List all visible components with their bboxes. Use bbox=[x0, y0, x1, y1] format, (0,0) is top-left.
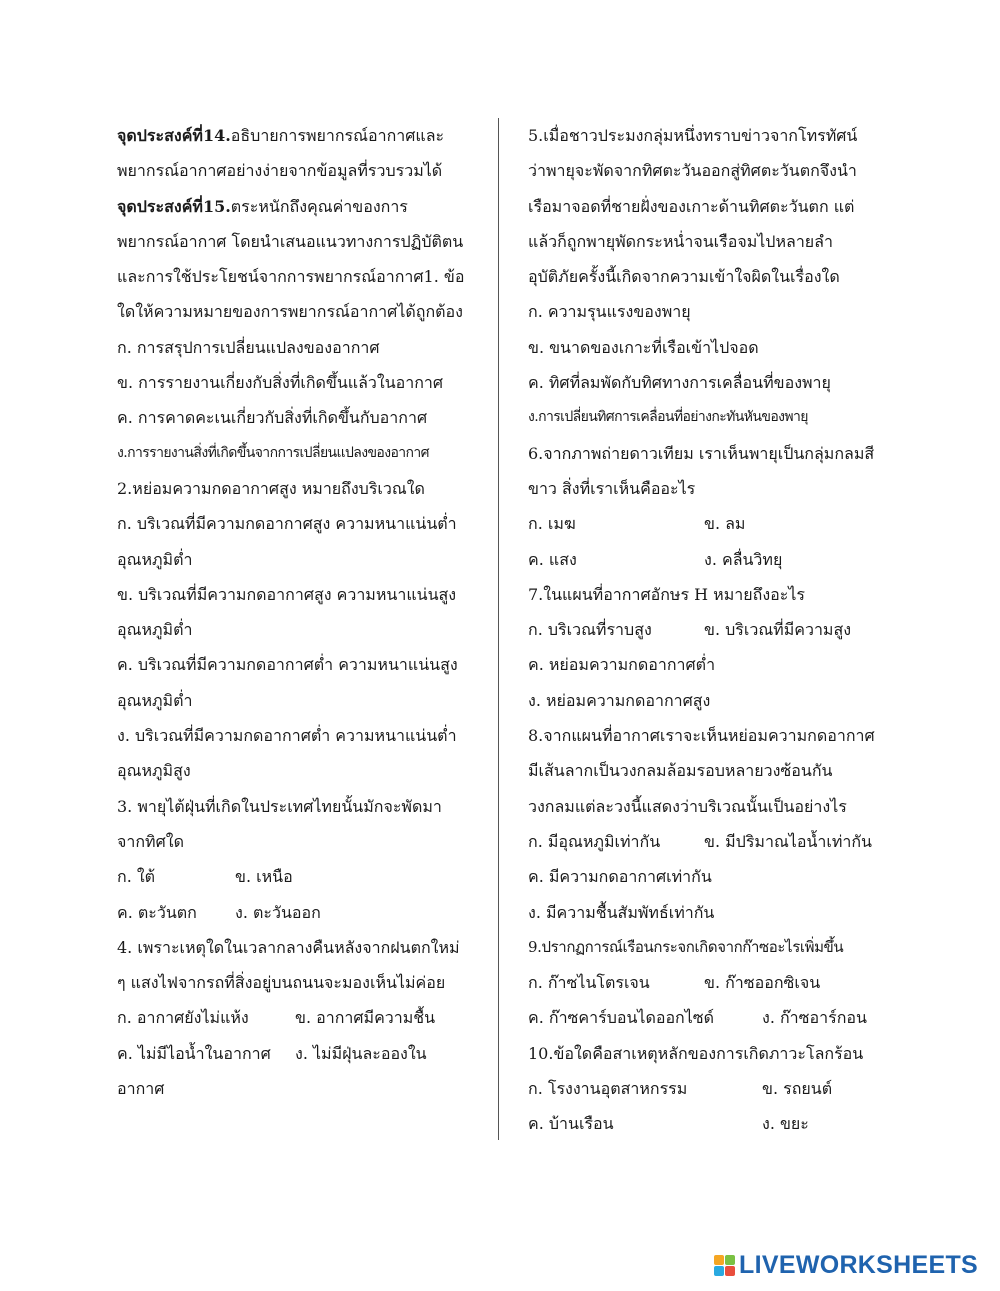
question-6-line2: ขาว สิ่งที่เราเห็นคืออะไร bbox=[528, 478, 696, 498]
question-6: 6.จากภาพถ่ายดาวเทียม เราเห็นพายุเป็นกลุ่มกลมสี bbox=[528, 443, 875, 463]
question-3-cont: จากทิศใด bbox=[117, 831, 184, 851]
q5-option-a: ก. ความรุนแรงของพายุ bbox=[528, 302, 691, 322]
question-2: 2.หย่อมความกดอากาศสูง หมายถึงบริเวณใด bbox=[117, 478, 425, 498]
q6-option-c: ค. แสง bbox=[528, 549, 577, 569]
question-8-line3: วงกลมแต่ละวงนี้แสดงว่าบริเวณนั้นเป็นอย่างไร bbox=[528, 796, 847, 816]
q9-option-d: ง. ก๊าซอาร์กอน bbox=[762, 1008, 867, 1028]
q5-option-c: ค. ทิศที่ลมพัดกับทิศทางการเคลื่อนที่ของพายุ bbox=[528, 373, 831, 393]
question-3: 3. พายุไต้ฝุ่นที่เกิดในประเทศไทยนั้นมักจะพัดมา bbox=[117, 796, 442, 816]
q10-options-row1 bbox=[528, 1071, 908, 1106]
objective-14 bbox=[117, 118, 477, 153]
question-4-cont: ๆ แสงไฟจากรถที่สิ่งอยู่บนถนนจะมองเห็นไม่ค่อย bbox=[117, 973, 446, 993]
q8-option-b: ข. มีปริมาณไอน้ำเท่ากัน bbox=[704, 831, 872, 851]
objective-14-label: จุดประสงค์ที่14. bbox=[117, 126, 231, 145]
left-column bbox=[117, 118, 477, 1106]
question-8: 8.จากแผนที่อากาศเราจะเห็นหย่อมความกดอากาศ bbox=[528, 726, 875, 746]
q3-option-a: ก. ใต้ bbox=[117, 867, 156, 887]
liveworksheets-logo-icon bbox=[714, 1255, 735, 1276]
q4-option-a: ก. อากาศยังไม่แห้ง bbox=[117, 1008, 249, 1028]
q5-option-d: ง.การเปลี่ยนทิศการเคลื่อนที่อย่างกะทันหันของพายุ bbox=[528, 409, 808, 426]
q9-option-c: ค. ก๊าซคาร์บอนไดออกไซด์ bbox=[528, 1008, 715, 1028]
question-9: 9.ปรากฏการณ์เรือนกระจกเกิดจากก๊าซอะไรเพิ่มขึ้น bbox=[528, 937, 844, 956]
q10-option-a: ก. โรงงานอุตสาหกรรม bbox=[528, 1079, 688, 1099]
question-5-line2: ว่าพายุจะพัดจากทิศตะวันออกสู่ทิศตะวันตกจึงนำ bbox=[528, 161, 857, 181]
q4-options-row1 bbox=[117, 1000, 477, 1035]
q10-options-row2 bbox=[528, 1106, 908, 1141]
q1-option-c: ค. การคาดคะเนเกี่ยวกับสิ่งที่เกิดขึ้นกับอากาศ bbox=[117, 408, 428, 428]
q6-options-row2 bbox=[528, 542, 908, 577]
q7-options-row1 bbox=[528, 612, 908, 647]
question-5: 5.เมื่อชาวประมงกลุ่มหนึ่งทราบข่าวจากโทรทัศน์ bbox=[528, 126, 858, 145]
q4-option-d: ง. ไม่มีฝุ่นละอองใน bbox=[295, 1043, 427, 1063]
logo-square-2 bbox=[725, 1255, 735, 1265]
q9-options-row2 bbox=[528, 1000, 908, 1035]
question-7: 7.ในแผนที่อากาศอักษร H หมายถึงอะไร bbox=[528, 584, 805, 604]
q2-option-c-cont: อุณหภูมิต่ำ bbox=[117, 690, 193, 710]
objective-14-text: อธิบายการพยากรณ์อากาศและ bbox=[230, 126, 445, 145]
question-5-line4: แล้วก็ถูกพายุพัดกระหน่ำจนเรือจมไปหลายลำ bbox=[528, 231, 833, 251]
liveworksheets-wordmark: LIVEWORKSHEETS bbox=[739, 1250, 978, 1279]
q4-option-b: ข. อากาศมีความชื้น bbox=[295, 1008, 436, 1028]
q8-option-c: ค. มีความกดอากาศเท่ากัน bbox=[528, 867, 712, 887]
question-5-line5: อุบัติภัยครั้งนี้เกิดจากความเข้าใจผิดในเรื่องใด bbox=[528, 267, 840, 287]
question-1-line2: ใดให้ความหมายของการพยากรณ์อากาศได้ถูกต้อง bbox=[117, 302, 463, 322]
q10-option-c: ค. บ้านเรือน bbox=[528, 1114, 614, 1134]
q2-option-a-cont: อุณหภูมิต่ำ bbox=[117, 549, 193, 569]
q10-option-d: ง. ขยะ bbox=[762, 1114, 809, 1134]
q2-option-c: ค. บริเวณที่มีความกดอากาศต่ำ ความหนาแน่นสูง bbox=[117, 655, 458, 675]
q1-option-d: ง.การรายงานสิ่งที่เกิดขึ้นจากการเปลี่ยนแปลงของอากาศ bbox=[117, 444, 429, 461]
q4-options-row2 bbox=[117, 1036, 477, 1071]
q2-option-b: ข. บริเวณที่มีความกดอากาศสูง ความหนาแน่นสูง bbox=[117, 584, 457, 604]
question-4: 4. เพราะเหตุใดในเวลากลางคืนหลังจากฝนตกใหม่ bbox=[117, 937, 460, 957]
question-10: 10.ข้อใดคือสาเหตุหลักของการเกิดภาวะโลกร้อน bbox=[528, 1043, 864, 1063]
q8-options-row1 bbox=[528, 824, 908, 859]
q4-option-d-cont: อากาศ bbox=[117, 1079, 165, 1099]
q7-option-b: ข. บริเวณที่มีความสูง bbox=[704, 620, 852, 640]
q6-option-d: ง. คลื่นวิทยุ bbox=[704, 549, 783, 569]
logo-square-3 bbox=[714, 1266, 724, 1276]
q6-options-row1 bbox=[528, 506, 908, 541]
q1-option-a: ก. การสรุปการเปลี่ยนแปลงของอากาศ bbox=[117, 337, 380, 357]
q8-option-a: ก. มีอุณหภูมิเท่ากัน bbox=[528, 831, 661, 851]
q3-options-row2 bbox=[117, 895, 477, 930]
q6-option-a: ก. เมฆ bbox=[528, 514, 576, 534]
q3-option-d: ง. ตะวันออก bbox=[235, 902, 321, 922]
objective-15-text: ตระหนักถึงคุณค่าของการ bbox=[230, 196, 408, 216]
q9-option-a: ก. ก๊าซไนโตรเจน bbox=[528, 973, 650, 993]
q2-option-d-cont: อุณหภูมิสูง bbox=[117, 761, 191, 781]
q3-options-row1 bbox=[117, 859, 477, 894]
question-5-line3: เรือมาจอดที่ชายฝั่งของเกาะด้านทิศตะวันตก แต่ bbox=[528, 196, 855, 216]
q9-option-b: ข. ก๊าซออกซิเจน bbox=[704, 973, 821, 993]
q7-option-c: ค. หย่อมความกดอากาศต่ำ bbox=[528, 655, 716, 675]
objective-15-line2: พยากรณ์อากาศ โดยนำเสนอแนวทางการปฏิบัติตน bbox=[117, 231, 464, 251]
q2-option-b-cont: อุณหภูมิต่ำ bbox=[117, 620, 193, 640]
q3-option-c: ค. ตะวันตก bbox=[117, 902, 197, 922]
logo-square-1 bbox=[714, 1255, 724, 1265]
question-8-line2: มีเส้นลากเป็นวงกลมล้อมรอบหลายวงซ้อนกัน bbox=[528, 761, 833, 781]
q1-option-b: ข. การรายงานเกี่ยงกับสิ่งที่เกิดขึ้นแล้วในอากาศ bbox=[117, 373, 444, 393]
q2-option-d: ง. บริเวณที่มีความกดอากาศต่ำ ความหนาแน่นต่ำ bbox=[117, 726, 457, 746]
q7-option-a: ก. บริเวณที่ราบสูง bbox=[528, 620, 652, 640]
objective-15-line3: และการใช้ประโยชน์จากการพยากรณ์อากาศ1. ข้อ bbox=[117, 267, 465, 287]
q6-option-b: ข. ลม bbox=[704, 514, 746, 534]
column-divider bbox=[498, 118, 499, 1140]
q4-option-c: ค. ไม่มีไอน้ำในอากาศ bbox=[117, 1043, 271, 1063]
q9-options-row1 bbox=[528, 965, 908, 1000]
q2-option-a: ก. บริเวณที่มีความกดอากาศสูง ความหนาแน่นต่ำ bbox=[117, 514, 457, 534]
objective-15 bbox=[117, 189, 477, 224]
logo-square-4 bbox=[725, 1266, 735, 1276]
q10-option-b: ข. รถยนต์ bbox=[762, 1079, 833, 1099]
q7-option-d: ง. หย่อมความกดอากาศสูง bbox=[528, 690, 711, 710]
q3-option-b: ข. เหนือ bbox=[235, 867, 293, 887]
liveworksheets-logo bbox=[714, 1250, 978, 1280]
q5-option-b: ข. ขนาดของเกาะที่เรือเข้าไปจอด bbox=[528, 337, 759, 357]
objective-14-line2: พยากรณ์อากาศอย่างง่ายจากข้อมูลที่รวบรวมได้ bbox=[117, 161, 443, 181]
right-column bbox=[528, 118, 908, 1142]
objective-15-label: จุดประสงค์ที่15. bbox=[117, 196, 231, 216]
q8-option-d: ง. มีความชื้นสัมพัทธ์เท่ากัน bbox=[528, 902, 715, 922]
